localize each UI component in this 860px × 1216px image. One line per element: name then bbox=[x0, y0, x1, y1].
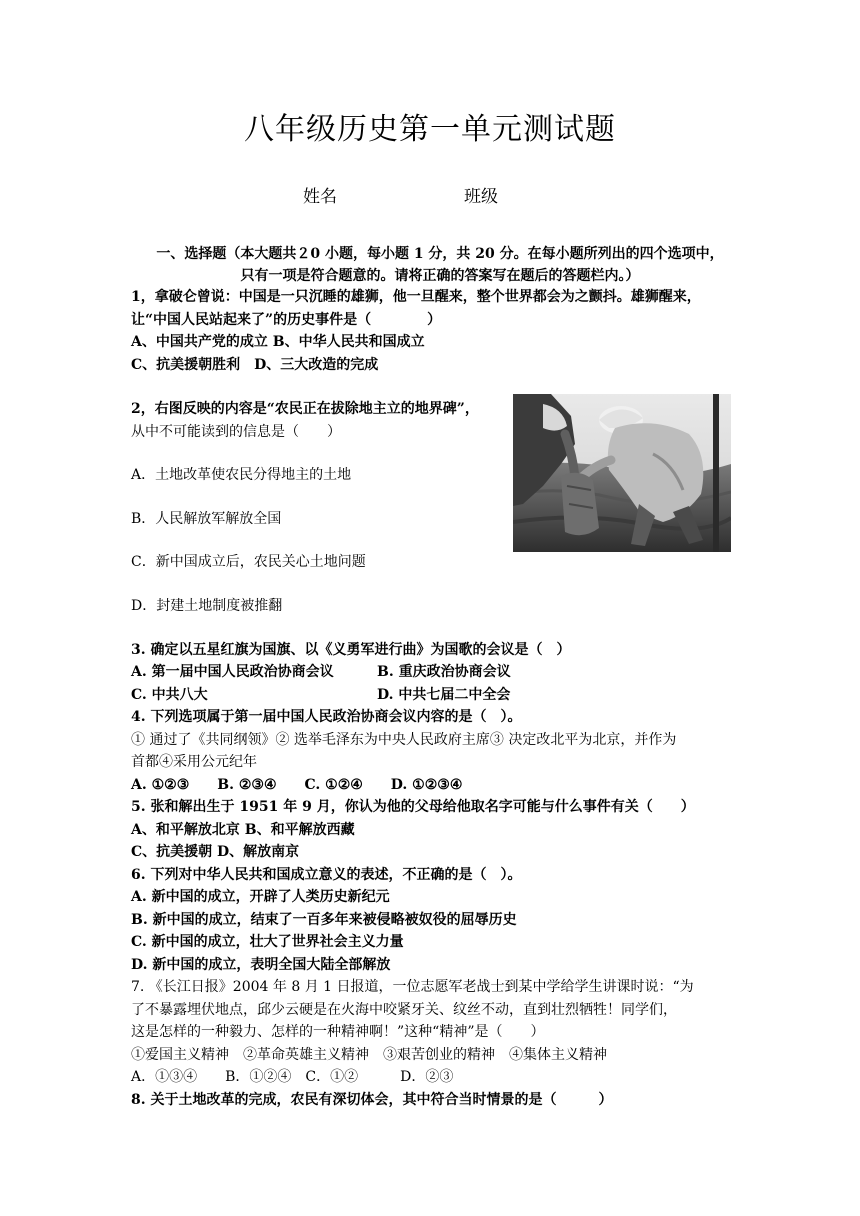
q8-stem: 8. 关于土地改革的完成，农民有深切体会，其中符合当时情景的是（ ） bbox=[131, 1092, 613, 1108]
q2-stem-line-1: 2，右图反映的内容是“农民正在拔除地主立的地界碑”， bbox=[131, 401, 479, 417]
section-instructions bbox=[100, 243, 780, 287]
q3-option-a: A. 第一届中国人民政治协商会议 bbox=[131, 664, 334, 680]
q7-stem-line-2: 了不暴露埋伏地点，邱少云硬是在火海中咬紧牙关、纹丝不动，直到壮烈牺牲！同学们， bbox=[131, 1002, 677, 1018]
q6-option-a: A. 新中国的成立，开辟了人类历史新纪元 bbox=[131, 889, 390, 905]
q1-options-ab: A、中国共产党的成立 B、中华人民共和国成立 bbox=[131, 334, 425, 350]
q1-stem-line-1: 1，拿破仑曾说：中国是一只沉睡的雄狮，他一旦醒来，整个世界都会为之颤抖。雄狮醒来， bbox=[131, 289, 701, 305]
instructions-line-2: 只有一项是符合题意的。请将正确的答案写在题后的答题栏内。） bbox=[240, 268, 640, 284]
q4-stem: 4. 下列选项属于第一届中国人民政治协商会议内容的是（ ）。 bbox=[131, 709, 522, 725]
q1-options-cd: C、抗美援朝胜利 D、三大改造的完成 bbox=[131, 357, 379, 373]
q4-items-line-2: 首都④采用公元纪年 bbox=[131, 754, 257, 770]
q2-option-c: C．新中国成立后，农民关心土地问题 bbox=[131, 554, 366, 570]
q4-options: A. ①②③ B. ②③④ C. ①②④ D. ①②③④ bbox=[131, 777, 463, 793]
q1-stem-line-2: 让“中国人民站起来了”的历史事件是（ ） bbox=[131, 312, 442, 328]
q4-items-line-1: ① 通过了《共同纲领》② 选举毛泽东为中央人民政府主席③ 决定改北平为北京，并作为 bbox=[131, 732, 677, 748]
q5-stem: 5. 张和解出生于 1951 年 9 月，你认为他的父母给他取名字可能与什么事件有关（ ） bbox=[131, 799, 695, 815]
q2-stem-line-2: 从中不可能读到的信息是（ ） bbox=[131, 424, 341, 440]
q7-items: ①爱国主义精神 ②革命英雄主义精神 ③艰苦创业的精神 ④集体主义精神 bbox=[131, 1047, 607, 1063]
q6-stem: 6. 下列对中华人民共和国成立意义的表述，不正确的是（ ）。 bbox=[131, 867, 522, 883]
q5-options-cd: C、抗美援朝 D、解放南京 bbox=[131, 844, 300, 860]
q3-stem: 3. 确定以五星红旗为国旗、以《义勇军进行曲》为国歌的会议是（ ） bbox=[131, 642, 571, 658]
q2-option-a: A．土地改革使农民分得地主的土地 bbox=[131, 467, 352, 483]
q3-option-d: D. 中共七届二中全会 bbox=[377, 687, 511, 703]
farmers-removing-boundary-stone-photo bbox=[513, 394, 731, 552]
q6-option-c: C. 新中国的成立，壮大了世界社会主义力量 bbox=[131, 934, 404, 950]
class-label: 班级 bbox=[464, 187, 498, 207]
q6-option-d: D. 新中国的成立，表明全国大陆全部解放 bbox=[131, 957, 391, 973]
q6-option-b: B. 新中国的成立，结束了一百多年来被侵略被奴役的屈辱历史 bbox=[131, 912, 517, 928]
q5-options-ab: A、和平解放北京 B、和平解放西藏 bbox=[131, 822, 355, 838]
q7-stem-line-3: 这是怎样的一种毅力、怎样的一种精神啊！”这种“精神”是（ ） bbox=[131, 1024, 545, 1040]
q2-option-b: B．人民解放军解放全国 bbox=[131, 511, 282, 527]
q7-options: A．①③④ B．①②④ C．①② D．②③ bbox=[131, 1069, 454, 1085]
q2-option-d: D．封建土地制度被推翻 bbox=[131, 598, 283, 614]
page-title: 八年级历史第一单元测试题 bbox=[244, 112, 616, 147]
q3-option-b: B. 重庆政治协商会议 bbox=[377, 664, 511, 680]
instructions-line-1: 一、选择题（本大题共２0 小题，每小题 1 分，共 20 分。在每小题所列出的四个选项中， bbox=[156, 246, 724, 262]
q7-stem-line-1: 7. 《长江日报》2004 年 8 月 1 日报道，一位志愿军老战士到某中学给学生讲课时说：“为 bbox=[131, 979, 694, 995]
q3-option-c: C. 中共八大 bbox=[131, 687, 208, 703]
name-label: 姓名 bbox=[303, 187, 337, 207]
